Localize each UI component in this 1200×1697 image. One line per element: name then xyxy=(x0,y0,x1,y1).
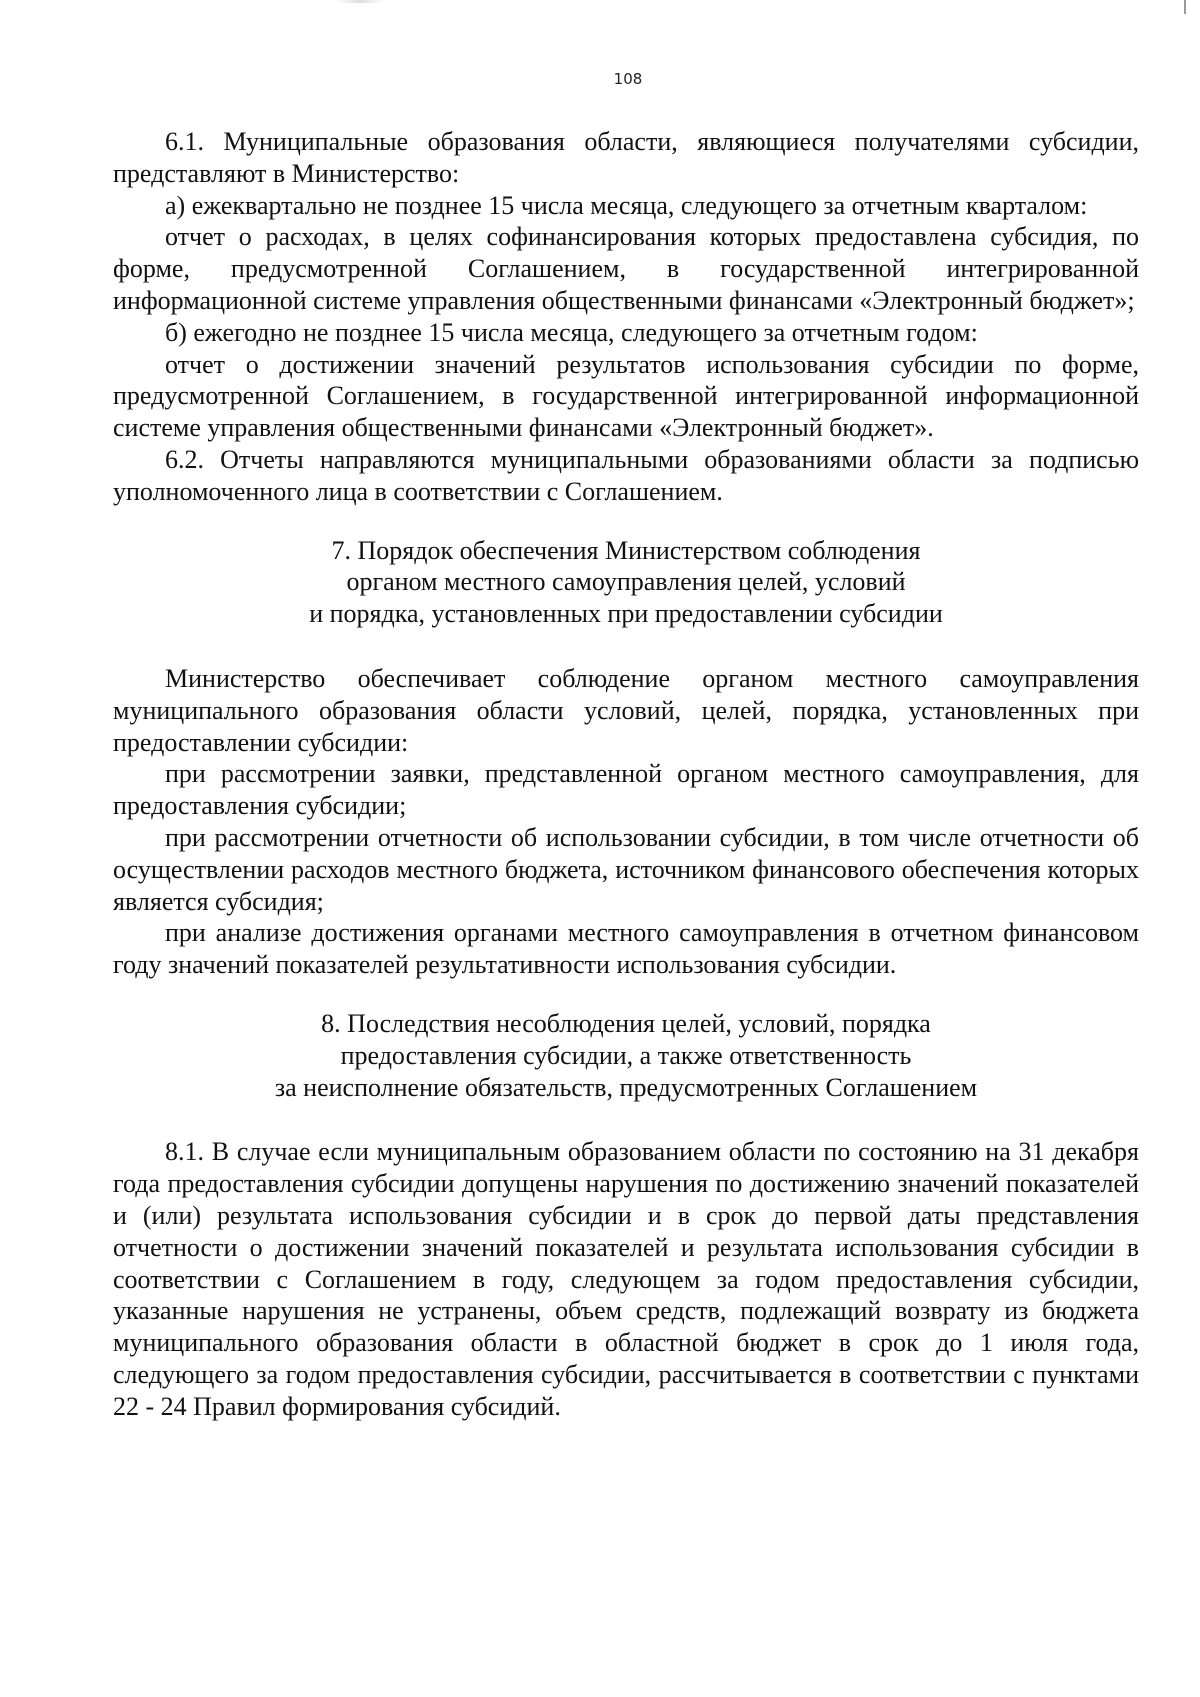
paragraph-6-1-a: а) ежеквартально не позднее 15 числа месяца, следующего за отчетным кварталом: xyxy=(165,190,1088,220)
paragraph-8-1: 8.1. В случае если муниципальным образованием области по состоянию на 31 декабря года предоставления субсидии допущены нарушения по достижению значений показателей и (или) результата использования субсидии и в срок до первой даты представления отчетности о достижении значений показателей и результата использования субсидии в соответствии с Соглашением в году, следующем за годом предоставления субсидии, указанные нарушения не устранены, объем средств, подлежащий возврату из бюджета муниципального образования области в областной бюджет в срок до 1 июля года, следующего за годом предоставления субсидии, рассчитывается в соответствии с пунктами 22 - 24 Правил формирования субсидий. xyxy=(113,1137,1139,1421)
paragraph-6-2: 6.2. Отчеты направляются муниципальными образованиями области за подписью уполномоченного лица в соответствии с Соглашением. xyxy=(113,444,1139,506)
page-number: 108 xyxy=(613,70,643,88)
section-8-heading-line: за неисполнение обязательств, предусмотренных Соглашением xyxy=(274,1072,978,1102)
paragraph-ministry-ensures: Министерство обеспечивает соблюдение органом местного самоуправления муниципального образования области условий, целей, порядка, установленных при предоставлении субсидии: xyxy=(113,663,1139,757)
section-7-heading-line: органом местного самоуправления целей, условий xyxy=(346,567,906,597)
paragraph-reporting-review: при рассмотрении отчетности об использовании субсидии, в том числе отчетности об осуществлении расходов местного бюджета, источником финансового обеспечения которых является субсидия; xyxy=(113,822,1139,916)
scan-top-edge xyxy=(0,0,1200,3)
paragraph-expense-report: отчет о расходах, в целях софинансирования которых предоставлена субсидия, по форме, предусмотренной Соглашением, в государственной интегрированной информационной системе управления общественными финансами «Электронный бюджет»; xyxy=(113,222,1139,315)
section-8-heading xyxy=(113,1008,1139,1103)
section-8-heading-line: 8. Последствия несоблюдения целей, условий, порядка xyxy=(321,1008,931,1038)
paragraph-6-1: 6.1. Муниципальные образования области, являющиеся получателями субсидии, представляют в Министерство: xyxy=(113,127,1139,188)
document-body xyxy=(113,126,1139,1422)
scan-corner-mark xyxy=(1184,0,1186,14)
section-7-heading xyxy=(113,535,1139,630)
paragraph-performance-analysis: при анализе достижения органами местного самоуправления в отчетном финансовом году значений показателей результативности использования субсидии. xyxy=(113,918,1139,980)
section-7-heading-line: и порядка, установленных при предоставлении субсидии xyxy=(309,599,943,629)
paragraph-results-report: отчет о достижении значений результатов использования субсидии по форме, предусмотренной Соглашением, в государственной интегрированной информационной системе управления общественными финансами «Электронный бюджет». xyxy=(113,349,1139,443)
paragraph-application-review: при рассмотрении заявки, представленной органом местного самоуправления, для предоставления субсидии; xyxy=(113,759,1139,821)
section-8-heading-line: предоставления субсидии, а также ответственность xyxy=(340,1040,912,1070)
section-7-heading-line: 7. Порядок обеспечения Министерством соблюдения xyxy=(331,535,921,565)
paragraph-6-1-b: б) ежегодно не позднее 15 числа месяца, следующего за отчетным годом: xyxy=(165,317,978,347)
